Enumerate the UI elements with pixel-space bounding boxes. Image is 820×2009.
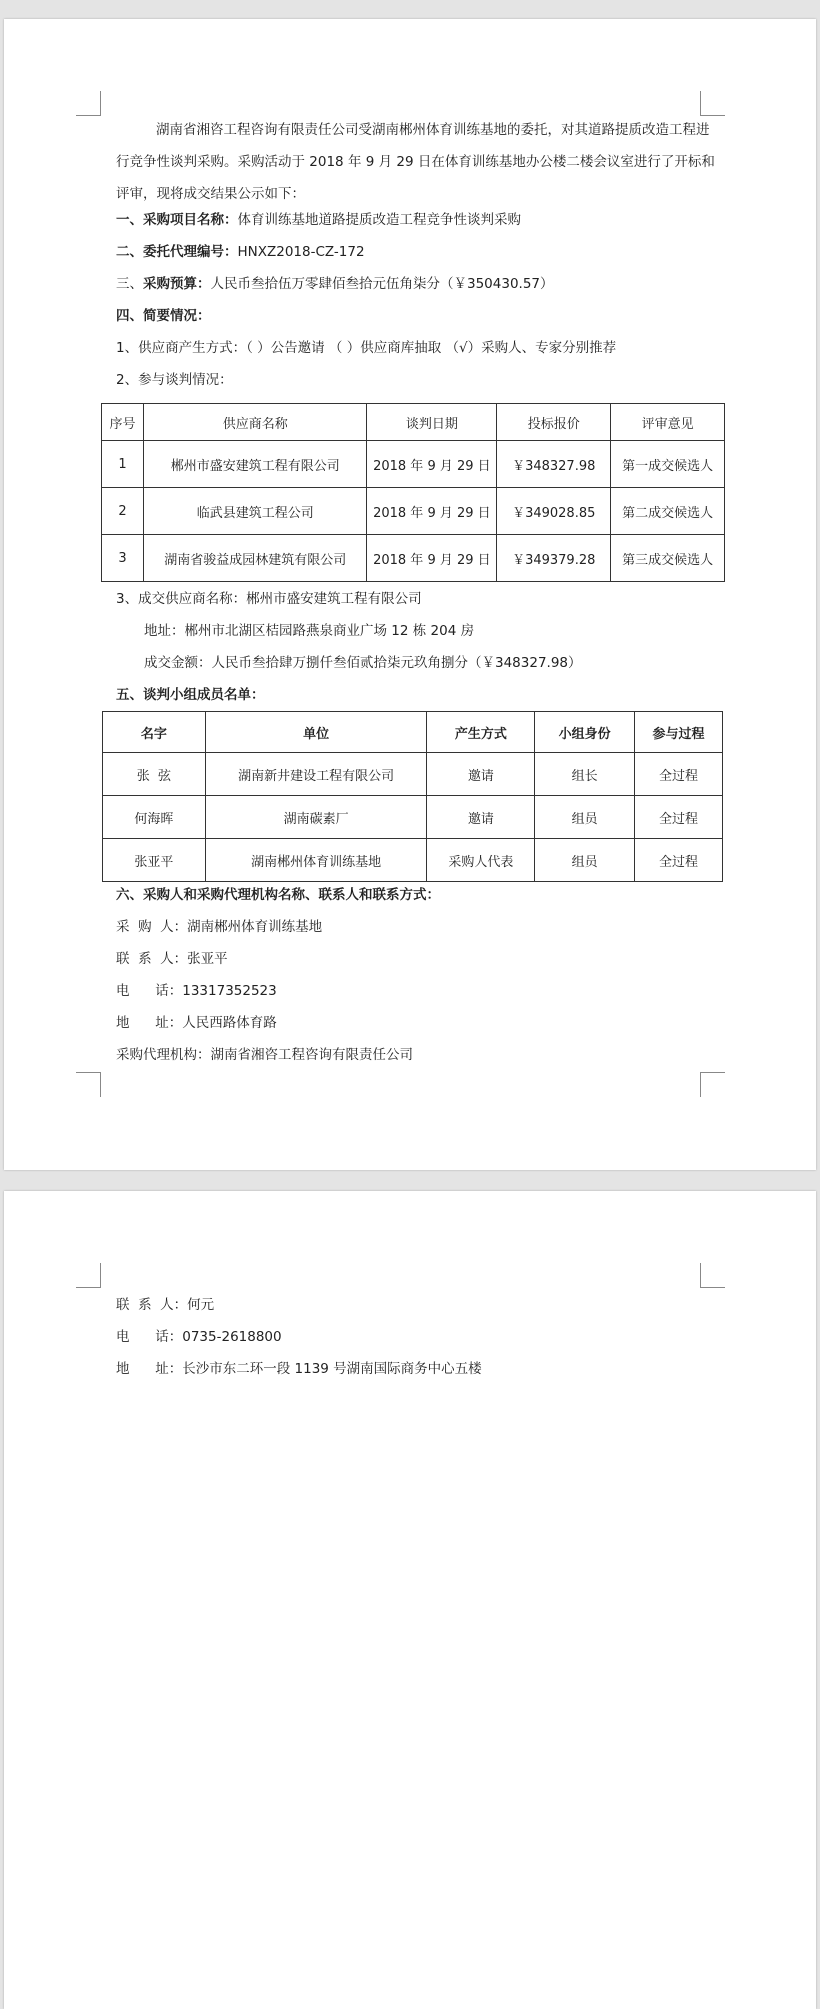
member-cell: 采购人代表 <box>427 839 535 882</box>
member-cell: 湖南郴州体育训练基地 <box>205 839 427 882</box>
negotiation-status-line: 2、参与谈判情况： <box>116 372 233 388</box>
panel-members-heading: 五、谈判小组成员名单： <box>116 687 265 703</box>
project-name-line <box>116 210 521 230</box>
summary-heading: 四、简要情况： <box>116 308 211 324</box>
bid-cell: 2018 年 9 月 29 日 <box>367 441 497 488</box>
member-cell: 张 弦 <box>103 753 206 796</box>
budget-value: 人民币叁拾伍万零肆佰叁拾元伍角柒分（￥350430.57） <box>210 276 554 292</box>
member-cell: 全过程 <box>635 753 723 796</box>
bid-cell: ￥349379.28 <box>497 535 611 582</box>
member-cell: 湖南碳素厂 <box>205 796 427 839</box>
bid-header-cell: 供应商名称 <box>143 404 367 441</box>
winning-amount: 成交金额：人民币叁拾肆万捌仟叁佰贰拾柒元玖角捌分（￥348327.98） <box>144 655 582 671</box>
budget-prefix: 三、 <box>116 276 143 292</box>
buyer-phone: 电 话：13317352523 <box>116 983 277 999</box>
member-header-cell: 单位 <box>205 712 427 753</box>
table-row <box>102 488 725 535</box>
agency-number-value: HNXZ2018-CZ-172 <box>237 244 365 260</box>
table-row <box>102 535 725 582</box>
bid-header-cell: 谈判日期 <box>367 404 497 441</box>
agency-name: 采购代理机构：湖南省湘咨工程咨询有限责任公司 <box>116 1047 413 1063</box>
supplier-method-line: 1、供应商产生方式：（ ）公告邀请 （ ）供应商库抽取 （√）采购人、专家分别推荐 <box>116 340 617 356</box>
bid-cell: 2018 年 9 月 29 日 <box>367 488 497 535</box>
bid-header-cell: 评审意见 <box>611 404 725 441</box>
table-row <box>103 796 723 839</box>
bid-header-cell: 序号 <box>102 404 144 441</box>
member-header-cell: 产生方式 <box>427 712 535 753</box>
document-page-1 <box>4 19 816 1170</box>
bid-cell: 2018 年 9 月 29 日 <box>367 535 497 582</box>
agency-number-line <box>116 242 365 262</box>
crop-mark-top-right <box>700 91 725 116</box>
document-page-2 <box>4 1191 816 2009</box>
buyer-contact: 联 系 人：张亚平 <box>116 951 228 967</box>
contacts-heading: 六、采购人和采购代理机构名称、联系人和联系方式： <box>116 887 440 903</box>
bid-cell: 1 <box>102 441 144 488</box>
bid-table <box>101 403 725 582</box>
agency-contact: 联 系 人：何元 <box>116 1297 215 1313</box>
table-row <box>103 753 723 796</box>
members-table <box>102 711 723 882</box>
crop-mark-top-left <box>76 1263 101 1288</box>
bid-cell: 湖南省骏益成园林建筑有限公司 <box>143 535 367 582</box>
member-cell: 邀请 <box>427 753 535 796</box>
agency-phone: 电 话：0735-2618800 <box>116 1329 282 1345</box>
member-header-cell: 名字 <box>103 712 206 753</box>
member-cell: 湖南新井建设工程有限公司 <box>205 753 427 796</box>
member-cell: 全过程 <box>635 796 723 839</box>
bid-table-header <box>102 404 725 441</box>
bid-cell: 第二成交候选人 <box>611 488 725 535</box>
buyer-address: 地 址：人民西路体育路 <box>116 1015 277 1031</box>
bid-cell: ￥348327.98 <box>497 441 611 488</box>
bid-cell: 郴州市盛安建筑工程有限公司 <box>143 441 367 488</box>
winning-supplier-address: 地址：郴州市北湖区桔园路燕泉商业广场 12 栋 204 房 <box>144 623 475 639</box>
bid-cell: 3 <box>102 535 144 582</box>
member-cell: 组长 <box>535 753 635 796</box>
crop-mark-bottom-left <box>76 1072 101 1097</box>
member-header-cell: 参与过程 <box>635 712 723 753</box>
member-cell: 组员 <box>535 839 635 882</box>
intro-paragraph: 湖南省湘咨工程咨询有限责任公司受湖南郴州体育训练基地的委托，对其道路提质改造工程进行竞争性谈判采购。采购活动于 2018 年 9 月 29 日在体育训练基地办公楼二楼会议室进行了开标和评审，现将成交结果公示如下： <box>116 122 715 202</box>
buyer-name: 采 购 人：湖南郴州体育训练基地 <box>116 919 323 935</box>
agency-address: 地 址：长沙市东二环一段 1139 号湖南国际商务中心五楼 <box>116 1361 482 1377</box>
member-cell: 全过程 <box>635 839 723 882</box>
bid-cell: 临武县建筑工程公司 <box>143 488 367 535</box>
crop-mark-bottom-right <box>700 1072 725 1097</box>
member-cell: 何海晖 <box>103 796 206 839</box>
bid-cell: 第一成交候选人 <box>611 441 725 488</box>
project-name-label: 一、采购项目名称： <box>116 212 238 228</box>
agency-number-label: 二、委托代理编号： <box>116 244 238 260</box>
member-cell: 张亚平 <box>103 839 206 882</box>
bid-header-cell: 投标报价 <box>497 404 611 441</box>
table-row <box>102 441 725 488</box>
table-row <box>103 839 723 882</box>
budget-label: 采购预算： <box>143 276 211 292</box>
member-cell: 组员 <box>535 796 635 839</box>
winning-supplier-line: 3、成交供应商名称：郴州市盛安建筑工程有限公司 <box>116 591 422 607</box>
crop-mark-top-left <box>76 91 101 116</box>
bid-cell: ￥349028.85 <box>497 488 611 535</box>
members-table-header <box>103 712 723 753</box>
project-name-value: 体育训练基地道路提质改造工程竞争性谈判采购 <box>237 212 521 228</box>
member-header-cell: 小组身份 <box>535 712 635 753</box>
member-cell: 邀请 <box>427 796 535 839</box>
budget-line <box>116 274 554 294</box>
crop-mark-top-right <box>700 1263 725 1288</box>
bid-cell: 第三成交候选人 <box>611 535 725 582</box>
bid-cell: 2 <box>102 488 144 535</box>
